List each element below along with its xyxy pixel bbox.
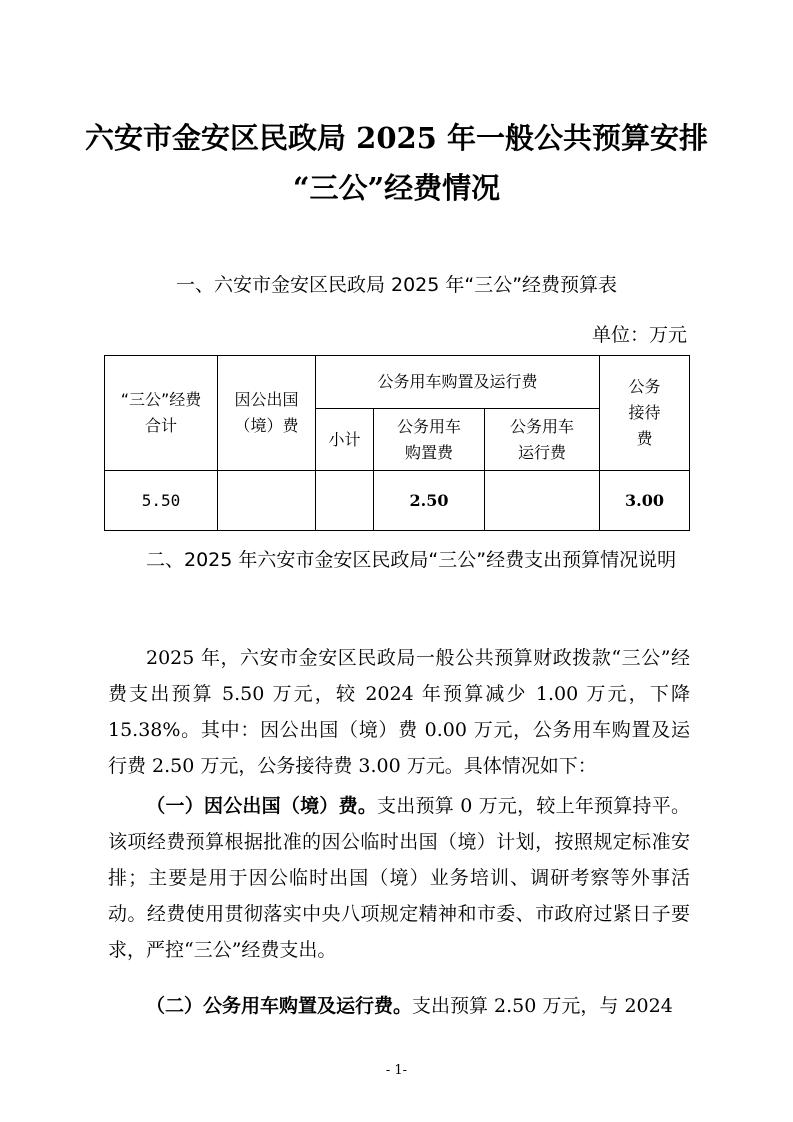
section-1-heading: 一、六安市金安区民政局 2025 年“三公”经费预算表 [175, 274, 618, 296]
header-total: “三公”经费合计 [105, 356, 218, 471]
page-number: - 1- [385, 1063, 408, 1078]
table-row [105, 471, 690, 531]
cell-abroad [218, 471, 316, 531]
document-title-line-1: 六安市金安区民政局 2025 年一般公共预算安排 [85, 121, 708, 155]
header-abroad: 因公出国（境）费 [218, 356, 316, 471]
paragraph-vehicle-text: 支出预算 2.50 万元，与 2024 [412, 995, 673, 1017]
cell-subtotal [316, 471, 374, 531]
header-purchase: 公务用车购置费 [374, 409, 485, 471]
cell-total: 5.50 [105, 471, 218, 531]
paragraph-overview [108, 640, 690, 784]
paragraph-overview-text: 2025 年，六安市金安区民政局一般公共预算财政拨款“三公”经费支出预算 5.50 万元，较 2024 年预算减少 1.00 万元，下降 15.38%。其中：因公出国（境）费 0.00 万元，公务用车购置及运行费 2.50 万元，公务接待费 3.00 万元。具体情况如下： [108, 647, 690, 777]
paragraph-vehicle-lead: （二）公务用车购置及运行费。 [146, 995, 413, 1017]
header-vehicle-group: 公务用车购置及运行费 [316, 356, 600, 409]
document-title-line-2: “三公”经费情况 [292, 171, 501, 205]
section-2-heading: 二、2025 年六安市金安区民政局“三公”经费支出预算情况说明 [146, 549, 677, 571]
header-operation: 公务用车运行费 [485, 409, 600, 471]
header-subtotal: 小计 [316, 409, 374, 471]
paragraph-abroad-lead: （一）因公出国（境）费。 [146, 795, 378, 817]
table-header-row-1 [105, 356, 690, 409]
cell-operation [485, 471, 600, 531]
unit-label: 单位：万元 [591, 324, 687, 346]
cell-purchase: 2.50 [374, 471, 485, 531]
paragraph-abroad [108, 788, 690, 968]
cell-reception: 3.00 [600, 471, 690, 531]
header-reception: 公务接待费 [600, 356, 690, 471]
paragraph-vehicle [108, 988, 690, 1024]
paragraph-abroad-text: 支出预算 0 万元，较上年预算持平。该项经费预算根据批准的因公临时出国（境）计划，按照规定标准安排；主要是用于因公临时出国（境）业务培训、调研考察等外事活动。经费使用贯彻落实中央八项规定精神和市委、市政府过紧日子要求，严控“三公”经费支出。 [108, 795, 690, 961]
budget-table [104, 355, 690, 531]
